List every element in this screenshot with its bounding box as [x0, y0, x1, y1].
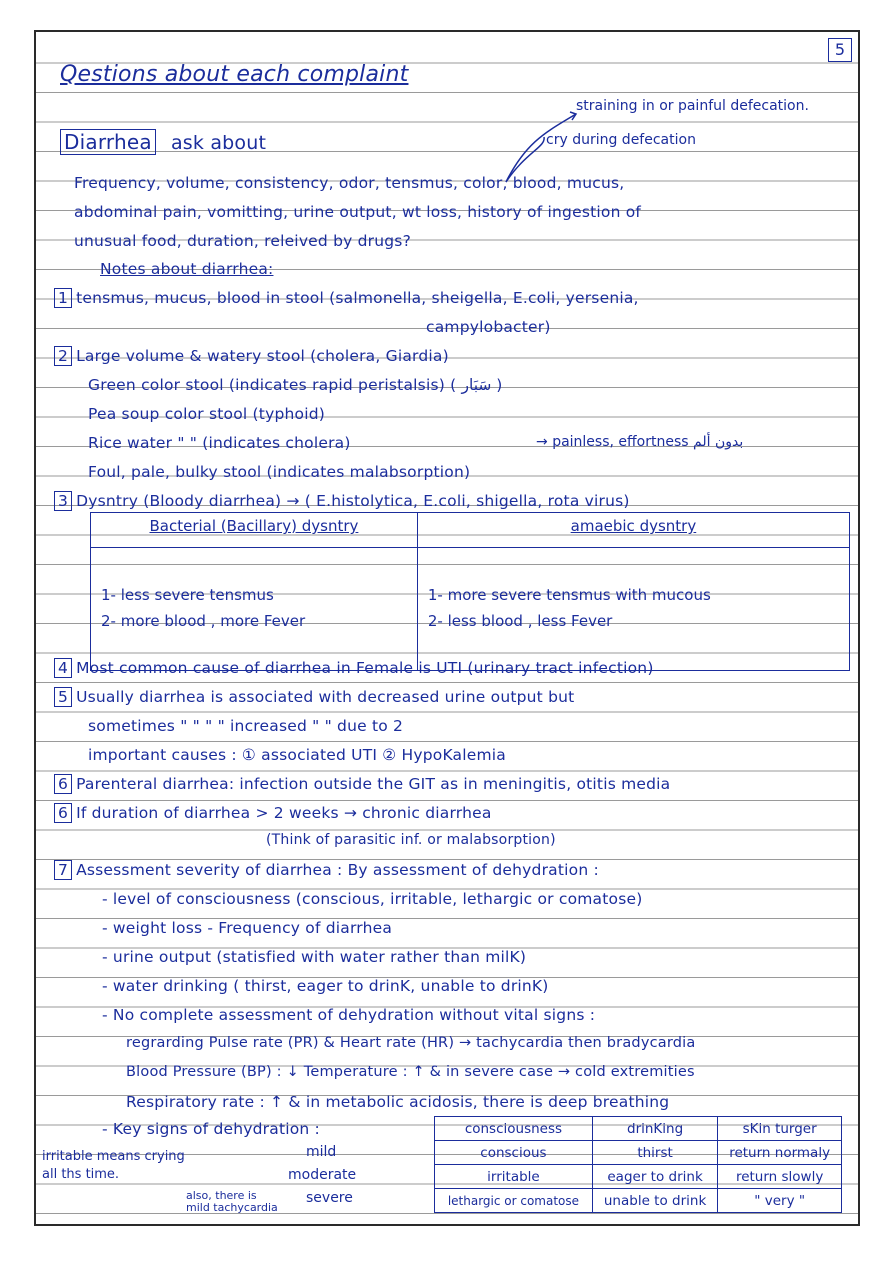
note-7-line-5: - No complete assessment of dehydration without vital signs : [102, 1006, 596, 1024]
severe-consciousness: lethargic or comatose [435, 1189, 593, 1213]
bacterial-dysentery-cell [91, 548, 418, 671]
note-6a-text: Parenteral diarrhea: infection outside the GIT as in meningitis, otitis media [76, 775, 671, 793]
note-7-number: 7 [54, 860, 72, 880]
diarrhea-heading: Diarrhea [60, 129, 156, 155]
page-number: 5 [828, 38, 852, 62]
note-7-heading: Assessment severity of diarrhea : By assessment of dehydration : [76, 861, 599, 879]
section-heading [60, 130, 266, 154]
note-2-line-3: Pea soup color stool (typhoid) [88, 405, 325, 423]
amoebic-point-1: 1- more severe tensmus with mucous [427, 586, 711, 604]
header-consciousness: consciousness [435, 1117, 593, 1141]
note-1-text: tensmus, mucus, blood in stool (salmonella, sheigella, E.coli, yersenia, [76, 289, 639, 307]
moderate-drinking: eager to drink [592, 1165, 717, 1189]
note-6b-number: 6 [54, 803, 72, 823]
note-7-line-6: regrarding Pulse rate (PR) & Heart rate (HR) → tachycardia then bradycardia [126, 1035, 696, 1051]
note-7-line-1: - level of consciousness (conscious, irritable, lethargic or comatose) [102, 890, 643, 908]
bacterial-point-2: 2- more blood , more Fever [101, 612, 306, 630]
amoebic-dysentery-header: amaebic dysntry [417, 513, 849, 548]
note-7-line-7: Blood Pressure (BP) : ↓ Temperature : ↑ & in severe case → cold extremities [126, 1064, 695, 1080]
mild-skin-turgor: return normaly [718, 1141, 842, 1165]
tensmus-arrow-icon [496, 102, 586, 192]
note-2-line-4: Rice water " " (indicates cholera) [88, 434, 351, 452]
note-3-text: Dysntry (Bloody diarrhea) → ( E.histolytica, E.coli, shigella, rota virus) [76, 492, 630, 510]
annotation-tensmus-1: straining in or painful defecation. [576, 98, 809, 114]
severe-skin-turgor: " very " [718, 1189, 842, 1213]
dehydration-signs-table [434, 1116, 842, 1213]
annotation-rice-water: → painless, effortness بدون ألم [536, 434, 744, 450]
note-5-line-1: Usually diarrhea is associated with decreased urine output but [76, 688, 575, 706]
amoebic-dysentery-cell [417, 548, 849, 671]
severity-row-label-moderate: moderate [288, 1167, 357, 1183]
note-2-number: 2 [54, 346, 72, 366]
note-6b [54, 804, 492, 822]
ask-line-2: abdominal pain, vomitting, urine output, wt loss, history of ingestion of [74, 203, 642, 221]
mild-drinking: thirst [592, 1141, 717, 1165]
note-2 [54, 347, 449, 365]
annotation-moderate: also, there is mild tachycardia [186, 1189, 278, 1214]
note-7-line-9: - Key signs of dehydration : [102, 1120, 320, 1138]
page-title: Qestions about each complaint [60, 62, 409, 87]
note-2-line-1: Large volume & watery stool (cholera, Giardia) [76, 347, 449, 365]
note-4-number: 4 [54, 658, 72, 678]
note-3-number: 3 [54, 491, 72, 511]
note-5-number: 5 [54, 687, 72, 707]
mild-consciousness: conscious [435, 1141, 593, 1165]
ask-line-1: Frequency, volume, consistency, odor, tensmus, color, blood, mucus, [74, 174, 625, 192]
note-4-text: Most common cause of diarrhea in Female is UTI (urinary tract infection) [76, 659, 654, 677]
notebook-page [34, 30, 860, 1226]
note-2-line-5: Foul, pale, bulky stool (indicates malabsorption) [88, 463, 471, 481]
severity-row-label-mild: mild [306, 1144, 337, 1160]
header-skin-turgor: sKin turger [718, 1117, 842, 1141]
amoebic-point-2: 2- less blood , less Fever [427, 612, 613, 630]
note-1-number: 1 [54, 288, 72, 308]
note-7-line-2: - weight loss - Frequency of diarrhea [102, 919, 393, 937]
note-5 [54, 688, 574, 706]
note-1-cont: campylobacter) [426, 318, 551, 336]
ask-line-3: unusual food, duration, releived by drugs? [74, 232, 412, 250]
note-6a [54, 775, 670, 793]
note-7-line-4: - water drinking ( thirst, eager to drinK, unable to drinK) [102, 977, 549, 995]
note-4 [54, 659, 654, 677]
note-5-line-3: important causes : ① associated UTI ② HypoKalemia [88, 746, 506, 764]
note-7-line-3: - urine output (statisfied with water rather than milK) [102, 948, 527, 966]
note-6b-cont: (Think of parasitic inf. or malabsorption) [266, 832, 556, 848]
note-7 [54, 861, 599, 879]
note-3 [54, 492, 630, 510]
note-1 [54, 289, 639, 307]
moderate-consciousness: irritable [435, 1165, 593, 1189]
ask-about-label: ask about [170, 132, 267, 154]
dysentery-table [90, 512, 850, 671]
annotation-rice-water-text: painless, effortness بدون ألم [552, 434, 744, 450]
note-6a-number: 6 [54, 774, 72, 794]
annotation-irritable: irritable means crying all ths time. [42, 1149, 185, 1182]
note-7-line-8: Respiratory rate : ↑ & in metabolic acidosis, there is deep breathing [126, 1093, 670, 1111]
bacterial-dysentery-header: Bacterial (Bacillary) dysntry [91, 513, 418, 548]
severe-drinking: unable to drink [592, 1189, 717, 1213]
note-6b-text: If duration of diarrhea > 2 weeks → chronic diarrhea [76, 804, 492, 822]
notes-heading: Notes about diarrhea: [100, 260, 274, 278]
note-5-line-2: sometimes " " " " increased " " due to 2 [88, 717, 404, 735]
severity-row-label-severe: severe [306, 1190, 353, 1206]
bacterial-point-1: 1- less severe tensmus [101, 586, 274, 604]
moderate-skin-turgor: return slowly [718, 1165, 842, 1189]
header-drinking: drinKing [592, 1117, 717, 1141]
note-2-line-2: Green color stool (indicates rapid peristalsis) ( سَبَار ) [88, 376, 503, 394]
annotation-tensmus-2: cry during defecation [546, 132, 696, 148]
